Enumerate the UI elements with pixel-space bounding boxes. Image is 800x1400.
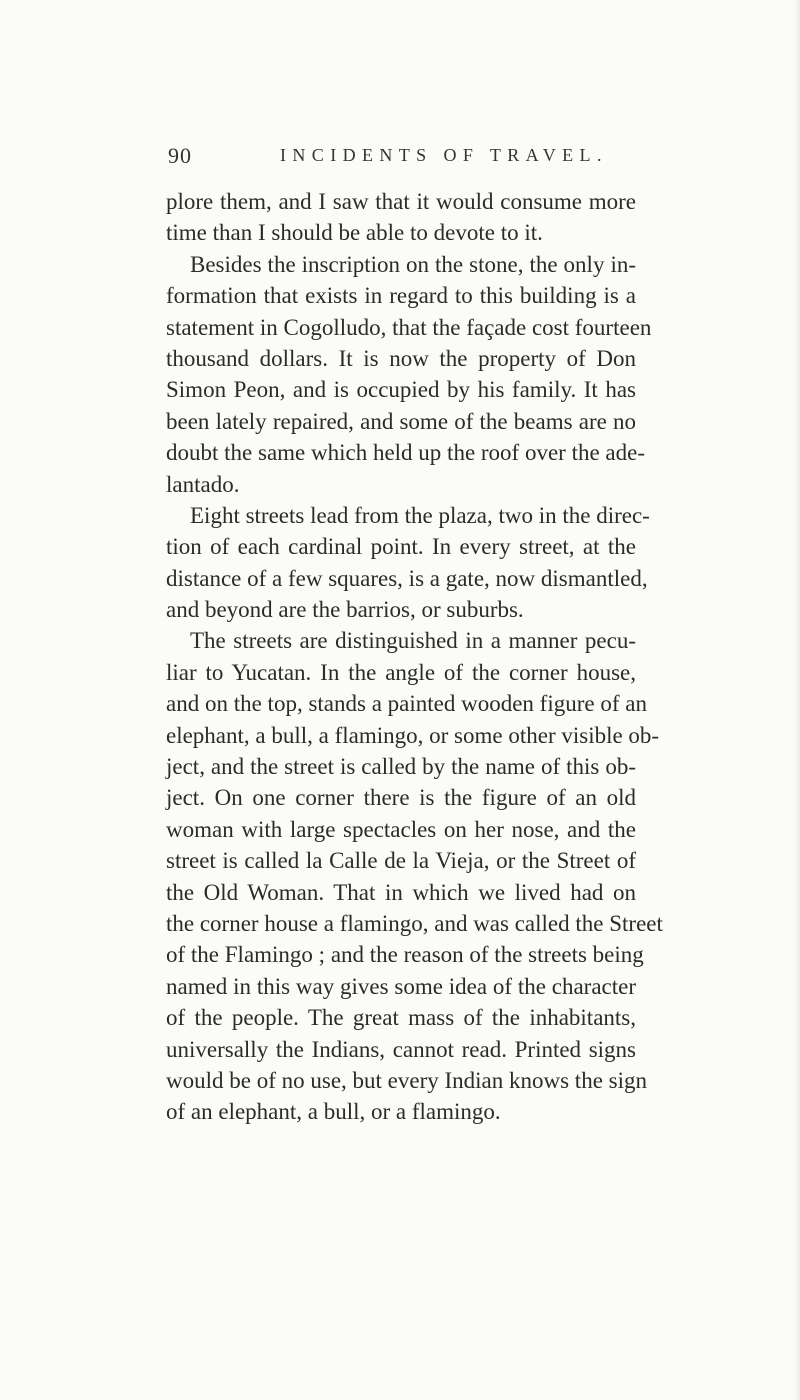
text-line: named in this way gives some idea of the character — [166, 973, 636, 999]
text-line: ject, and the street is called by the name of this ob- — [166, 754, 636, 780]
text-line: plore them, and I saw that it would consume more — [166, 189, 636, 214]
text-line: thousand dollars. It is now the property of Don — [166, 345, 636, 371]
running-title: INCIDENTS OF TRAVEL. — [280, 145, 608, 165]
text-line: liar to Yucatan. In the angle of the corner house, — [166, 659, 636, 685]
text-line: The streets are distinguished in a manner pecu- — [190, 628, 636, 654]
text-line: Eight streets lead from the plaza, two in the direc- — [190, 502, 650, 528]
text-line: and on the top, stands a painted wooden figure of an — [166, 691, 647, 717]
text-line: the Old Woman. That in which we lived had on — [166, 879, 636, 905]
text-line: the corner house a flamingo, and was called the Street — [166, 910, 663, 936]
text-line: of an elephant, a bull, or a flamingo. — [166, 1099, 501, 1125]
text-line: Besides the inscription on the stone, the only in- — [190, 251, 636, 277]
text-line: statement in Cogolludo, that the façade cost fourteen — [166, 314, 652, 340]
running-head — [168, 143, 638, 173]
page-number: 90 — [168, 143, 192, 168]
text-line: woman with large spectacles on her nose, and the — [166, 816, 636, 842]
text-line: tion of each cardinal point. In every street, at the — [166, 534, 636, 560]
text-line: formation that exists in regard to this building is a — [166, 283, 636, 309]
body-text — [166, 186, 663, 1128]
text-line: of the Flamingo ; and the reason of the streets being — [166, 942, 644, 968]
text-line: ject. On one corner there is the figure of an old — [166, 785, 636, 811]
text-line: been lately repaired, and some of the beams are no — [166, 408, 636, 434]
text-line: distance of a few squares, is a gate, now dismantled, — [166, 565, 648, 591]
text-line: lantado. — [166, 471, 240, 497]
text-line: of the people. The great mass of the inhabitants, — [166, 1005, 636, 1031]
text-line: doubt the same which held up the roof over the ade- — [166, 440, 646, 466]
text-line: Simon Peon, and is occupied by his family. It has — [166, 377, 636, 403]
text-line: time than I should be able to devote to it. — [166, 220, 543, 246]
text-line: and beyond are the barrios, or suburbs. — [166, 597, 524, 623]
text-line: elephant, a bull, a flamingo, or some other visible ob- — [166, 722, 660, 748]
text-line: would be of no use, but every Indian knows the sign — [166, 1067, 648, 1093]
page-edge-shadow — [794, 0, 800, 1400]
text-line: universally the Indians, cannot read. Printed signs — [166, 1036, 636, 1062]
text-line: street is called la Calle de la Vieja, or the Street of — [166, 848, 636, 874]
